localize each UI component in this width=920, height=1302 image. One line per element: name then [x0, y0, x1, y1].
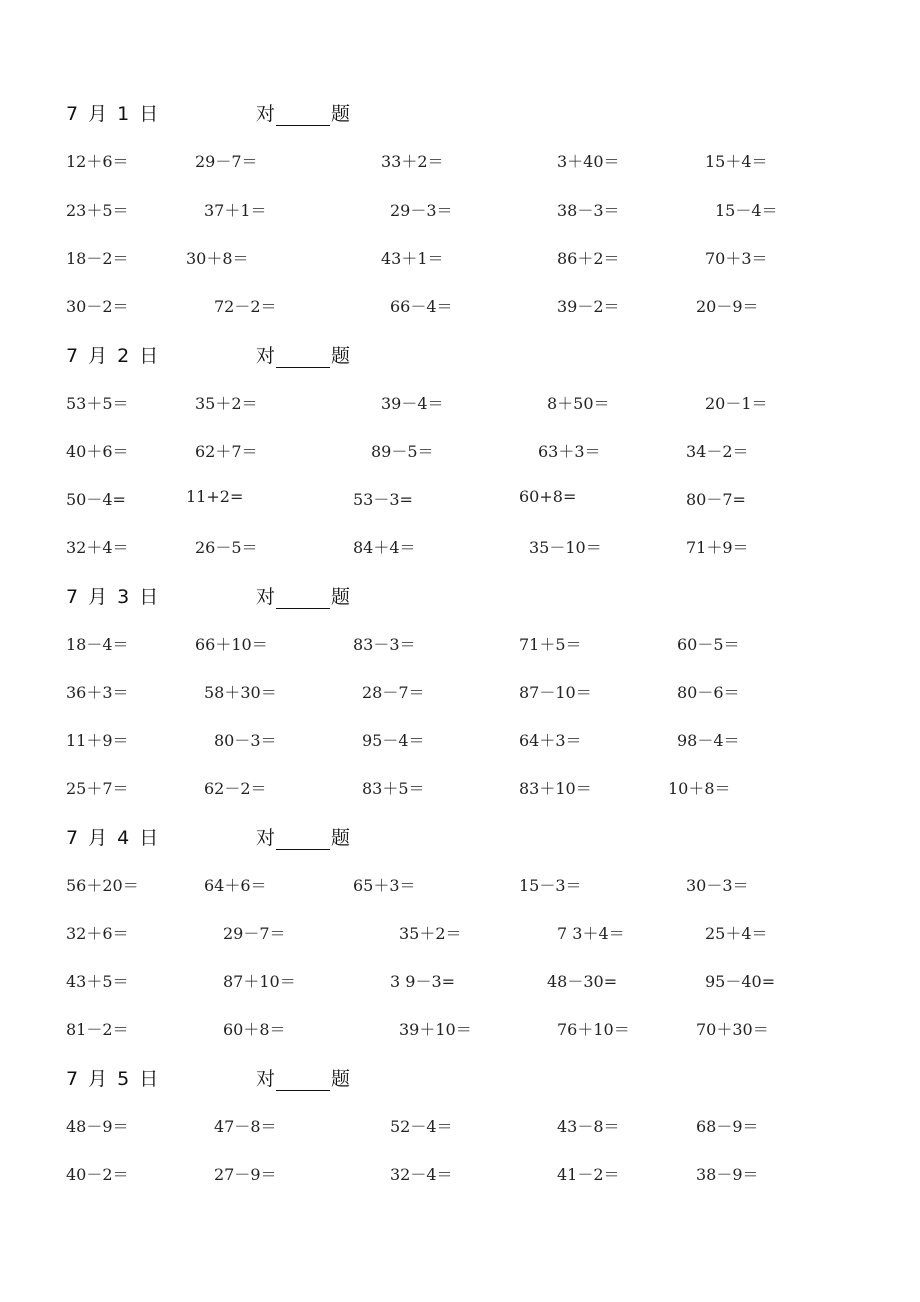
score-field — [256, 99, 350, 126]
math-problem: 48－9＝ — [66, 1117, 129, 1136]
math-problem: 43＋1＝ — [381, 249, 444, 268]
math-problem: 66＋10＝ — [195, 635, 268, 654]
math-problem: 26－5＝ — [195, 538, 258, 557]
score-prefix: 对 — [256, 103, 276, 125]
math-problem: 36＋3＝ — [66, 683, 129, 702]
math-problem: 53－3= — [353, 490, 413, 509]
math-problem: 71＋5＝ — [519, 635, 582, 654]
math-problem: 20－9＝ — [696, 297, 759, 316]
score-blank — [276, 590, 330, 609]
math-problem: 95－40= — [705, 972, 776, 991]
math-problem: 65＋3＝ — [353, 876, 416, 895]
math-problem: 15－3＝ — [519, 876, 582, 895]
math-problem: 11+2= — [186, 487, 244, 506]
score-field — [256, 341, 350, 368]
math-problem: 30＋8＝ — [186, 249, 249, 268]
math-problem: 35＋2＝ — [195, 394, 258, 413]
math-problem: 72－2＝ — [214, 297, 277, 316]
math-problem: 3＋40＝ — [557, 152, 620, 171]
score-prefix: 对 — [256, 345, 276, 367]
day-header — [66, 99, 666, 127]
math-problem: 70＋30＝ — [696, 1020, 769, 1039]
math-problem: 40－2＝ — [66, 1165, 129, 1184]
score-suffix: 题 — [331, 586, 351, 608]
math-problem: 25＋4＝ — [705, 924, 768, 943]
math-problem: 10＋8＝ — [668, 779, 731, 798]
math-problem: 62－2＝ — [204, 779, 267, 798]
day-date: 7 月 3 日 — [66, 586, 161, 608]
math-problem: 32＋4＝ — [66, 538, 129, 557]
day-date: 7 月 5 日 — [66, 1068, 161, 1090]
math-problem: 62＋7＝ — [195, 442, 258, 461]
math-problem: 68－9＝ — [696, 1117, 759, 1136]
day-date: 7 月 2 日 — [66, 345, 161, 367]
score-suffix: 题 — [331, 1068, 351, 1090]
math-problem: 35－10＝ — [529, 538, 602, 557]
math-problem: 34－2＝ — [686, 442, 749, 461]
math-problem: 38－3＝ — [557, 201, 620, 220]
math-problem: 80－7= — [686, 490, 746, 509]
math-problem: 81－2＝ — [66, 1020, 129, 1039]
math-problem: 15＋4＝ — [705, 152, 768, 171]
math-problem: 8＋50＝ — [547, 394, 610, 413]
math-problem: 28－7＝ — [362, 683, 425, 702]
math-problem: 29－7＝ — [195, 152, 258, 171]
math-problem: 43＋5＝ — [66, 972, 129, 991]
math-problem: 37＋1＝ — [204, 201, 267, 220]
math-problem: 58＋30＝ — [204, 683, 277, 702]
math-problem: 23＋5＝ — [66, 201, 129, 220]
math-problem: 98－4＝ — [677, 731, 740, 750]
math-problem: 71＋9＝ — [686, 538, 749, 557]
math-problem: 87－10＝ — [519, 683, 592, 702]
score-suffix: 题 — [331, 103, 351, 125]
math-problem: 29－3＝ — [390, 201, 453, 220]
score-field — [256, 823, 350, 850]
math-problem: 18－2＝ — [66, 249, 129, 268]
math-problem: 60+8= — [519, 487, 577, 506]
math-problem: 86＋2＝ — [557, 249, 620, 268]
math-problem: 38－9＝ — [696, 1165, 759, 1184]
math-problem: 64＋3＝ — [519, 731, 582, 750]
score-prefix: 对 — [256, 586, 276, 608]
math-problem: 32－4＝ — [390, 1165, 453, 1184]
math-problem: 12＋6＝ — [66, 152, 129, 171]
math-problem: 39－2＝ — [557, 297, 620, 316]
score-suffix: 题 — [331, 827, 351, 849]
day-date: 7 月 4 日 — [66, 827, 161, 849]
day-header — [66, 341, 666, 369]
math-problem: 41－2＝ — [557, 1165, 620, 1184]
score-blank — [276, 349, 330, 368]
math-problem: 87＋10＝ — [223, 972, 296, 991]
day-header — [66, 582, 666, 610]
math-problem: 89－5＝ — [371, 442, 434, 461]
score-blank — [276, 831, 330, 850]
math-problem: 18－4＝ — [66, 635, 129, 654]
math-problem: 63＋3＝ — [538, 442, 601, 461]
math-problem: 60－5＝ — [677, 635, 740, 654]
score-blank — [276, 107, 330, 126]
math-problem: 95－4＝ — [362, 731, 425, 750]
math-problem: 11＋9＝ — [66, 731, 129, 750]
score-field — [256, 1064, 350, 1091]
day-date: 7 月 1 日 — [66, 103, 161, 125]
math-problem: 83－3＝ — [353, 635, 416, 654]
math-problem: 53＋5＝ — [66, 394, 129, 413]
score-suffix: 题 — [331, 345, 351, 367]
math-problem: 29－7＝ — [223, 924, 286, 943]
math-problem: 3 9－3= — [390, 972, 456, 991]
math-problem: 20－1＝ — [705, 394, 768, 413]
math-problem: 35＋2＝ — [399, 924, 462, 943]
math-problem: 50－4= — [66, 490, 126, 509]
math-problem: 27－9＝ — [214, 1165, 277, 1184]
math-problem: 43－8＝ — [557, 1117, 620, 1136]
math-problem: 52－4＝ — [390, 1117, 453, 1136]
math-problem: 15－4＝ — [715, 201, 778, 220]
math-problem: 80－3＝ — [214, 731, 277, 750]
score-field — [256, 582, 350, 609]
score-prefix: 对 — [256, 827, 276, 849]
math-problem: 40＋6＝ — [66, 442, 129, 461]
math-problem: 47－8＝ — [214, 1117, 277, 1136]
math-problem: 83＋10＝ — [519, 779, 592, 798]
math-problem: 7 3＋4＝ — [557, 924, 625, 943]
math-problem: 64＋6＝ — [204, 876, 267, 895]
math-problem: 83＋5＝ — [362, 779, 425, 798]
math-problem: 30－2＝ — [66, 297, 129, 316]
math-problem: 70＋3＝ — [705, 249, 768, 268]
math-problem: 60＋8＝ — [223, 1020, 286, 1039]
math-problem: 25＋7＝ — [66, 779, 129, 798]
math-problem: 80－6＝ — [677, 683, 740, 702]
score-prefix: 对 — [256, 1068, 276, 1090]
day-header — [66, 823, 666, 851]
math-problem: 66－4＝ — [390, 297, 453, 316]
math-problem: 39＋10＝ — [399, 1020, 472, 1039]
math-problem: 32＋6＝ — [66, 924, 129, 943]
math-problem: 39－4＝ — [381, 394, 444, 413]
score-blank — [276, 1072, 330, 1091]
math-problem: 84＋4＝ — [353, 538, 416, 557]
math-problem: 33＋2＝ — [381, 152, 444, 171]
math-problem: 30－3＝ — [686, 876, 749, 895]
math-problem: 76＋10＝ — [557, 1020, 630, 1039]
math-problem: 56＋20＝ — [66, 876, 139, 895]
day-header — [66, 1064, 666, 1092]
math-problem: 48－30= — [547, 972, 618, 991]
